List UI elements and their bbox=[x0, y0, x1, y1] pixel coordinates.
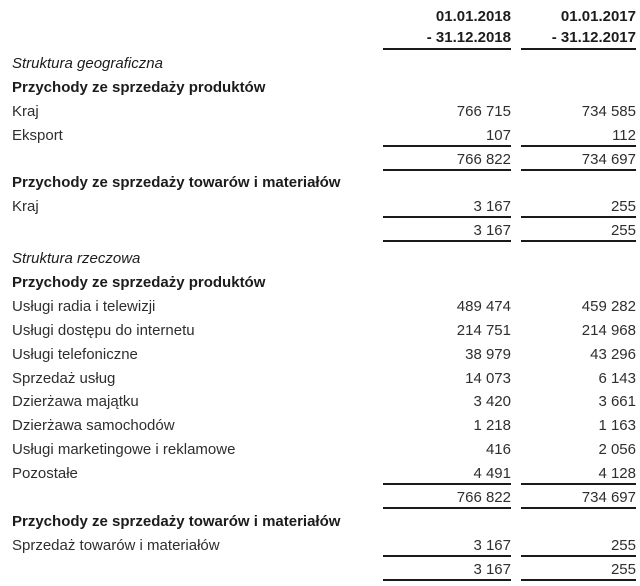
row-label: Pozostałe bbox=[12, 465, 78, 483]
row-value-2018 bbox=[383, 54, 511, 75]
table-row-total bbox=[12, 221, 636, 245]
table-row-section-bold bbox=[12, 173, 636, 197]
row-label bbox=[12, 150, 383, 151]
table-row-total bbox=[12, 488, 636, 512]
row-label: Przychody ze sprzedaży produktów bbox=[12, 78, 266, 96]
row-label: Przychody ze sprzedaży towarów i materiałów bbox=[12, 512, 341, 530]
table-row-section-bold bbox=[12, 512, 636, 536]
row-value-2018: 3 167 bbox=[383, 536, 511, 557]
row-value-2018: 214 751 bbox=[456, 321, 511, 339]
row-label: Sprzedaż towarów i materiałów bbox=[12, 536, 220, 554]
table-row-data bbox=[12, 416, 636, 440]
column-header-period-2018 bbox=[383, 0, 511, 50]
row-value-2017: 255 bbox=[521, 221, 636, 242]
row-label: Eksport bbox=[12, 126, 63, 144]
row-label: Kraj bbox=[12, 102, 39, 120]
table-row-data bbox=[12, 392, 636, 416]
row-value-2017: 734 697 bbox=[521, 488, 636, 509]
row-value-2018: 766 822 bbox=[383, 488, 511, 509]
row-value-2018: 38 979 bbox=[465, 345, 511, 363]
row-value-2017 bbox=[521, 273, 636, 294]
table-row-data bbox=[12, 126, 636, 150]
row-value-2018 bbox=[383, 512, 511, 533]
row-value-2018: 766 822 bbox=[383, 150, 511, 171]
row-value-2018: 489 474 bbox=[456, 297, 511, 315]
row-label: Dzierżawa samochodów bbox=[12, 417, 175, 435]
row-label: Usługi dostępu do internetu bbox=[12, 321, 195, 339]
row-label: Usługi radia i telewizji bbox=[12, 297, 156, 315]
row-value-2018: 416 bbox=[485, 441, 511, 459]
table-row-section-italic bbox=[12, 54, 636, 78]
row-value-2018: 14 073 bbox=[465, 369, 511, 387]
row-value-2017 bbox=[521, 173, 636, 194]
row-value-2017: 214 968 bbox=[581, 321, 636, 339]
table-row-data bbox=[12, 102, 636, 126]
table-row-data bbox=[12, 197, 636, 221]
row-value-2017: 734 585 bbox=[581, 102, 636, 120]
table-row-data bbox=[12, 464, 636, 488]
row-value-2018 bbox=[383, 173, 511, 194]
table-row-section-bold bbox=[12, 273, 636, 297]
table-row-data bbox=[12, 321, 636, 345]
row-value-2017: 255 bbox=[521, 536, 636, 557]
row-label bbox=[12, 560, 383, 561]
row-value-2018: 107 bbox=[383, 126, 511, 147]
period-2018-line2: - 31.12.2018 bbox=[426, 29, 511, 46]
table-row-total bbox=[12, 150, 636, 174]
row-value-2018: 3 167 bbox=[383, 197, 511, 218]
row-label: Przychody ze sprzedaży towarów i materiałów bbox=[12, 174, 341, 192]
row-value-2017 bbox=[521, 249, 636, 270]
row-label: Dzierżawa majątku bbox=[12, 393, 139, 411]
row-value-2018: 766 715 bbox=[456, 102, 511, 120]
row-value-2017: 255 bbox=[521, 560, 636, 581]
row-label: Przychody ze sprzedaży produktów bbox=[12, 274, 266, 292]
row-value-2017: 112 bbox=[521, 126, 636, 147]
period-2017-line1: 01.01.2017 bbox=[560, 8, 636, 25]
row-value-2018 bbox=[383, 273, 511, 294]
row-label: Usługi marketingowe i reklamowe bbox=[12, 441, 236, 459]
row-value-2017: 1 163 bbox=[598, 417, 636, 435]
table-header bbox=[12, 0, 636, 50]
period-2017-line2: - 31.12.2017 bbox=[551, 29, 636, 46]
row-label bbox=[12, 221, 383, 222]
row-value-2017: 459 282 bbox=[581, 297, 636, 315]
row-label: Struktura rzeczowa bbox=[12, 250, 141, 268]
row-value-2017: 2 056 bbox=[598, 441, 636, 459]
table-row-data bbox=[12, 297, 636, 321]
row-value-2018: 3 167 bbox=[383, 560, 511, 581]
row-label: Sprzedaż usług bbox=[12, 369, 116, 387]
row-value-2018: 1 218 bbox=[473, 417, 511, 435]
row-value-2017 bbox=[521, 54, 636, 75]
table-row-data bbox=[12, 440, 636, 464]
row-value-2017 bbox=[521, 512, 636, 533]
table-row-data bbox=[12, 536, 636, 560]
table-row-total bbox=[12, 560, 636, 584]
table-body bbox=[12, 54, 636, 584]
row-value-2017: 734 697 bbox=[521, 150, 636, 171]
period-2018-line1: 01.01.2018 bbox=[435, 8, 511, 25]
row-value-2018: 4 491 bbox=[383, 464, 511, 485]
row-label: Usługi telefoniczne bbox=[12, 345, 138, 363]
row-value-2018 bbox=[383, 249, 511, 270]
row-value-2017: 4 128 bbox=[521, 464, 636, 485]
row-label bbox=[12, 488, 383, 489]
row-label: Struktura geograficzna bbox=[12, 55, 163, 72]
table-row-data bbox=[12, 345, 636, 369]
row-value-2017 bbox=[521, 78, 636, 99]
table-row-section-bold bbox=[12, 78, 636, 102]
column-header-period-2017 bbox=[521, 0, 636, 50]
row-value-2017: 3 661 bbox=[598, 393, 636, 411]
row-label: Kraj bbox=[12, 198, 39, 216]
table-row-data bbox=[12, 369, 636, 393]
row-value-2017: 6 143 bbox=[598, 369, 636, 387]
row-value-2017: 255 bbox=[521, 197, 636, 218]
row-value-2017: 43 296 bbox=[590, 345, 636, 363]
row-value-2018 bbox=[383, 78, 511, 99]
row-value-2018: 3 167 bbox=[383, 221, 511, 242]
table-row-section-italic bbox=[12, 249, 636, 273]
row-value-2018: 3 420 bbox=[473, 393, 511, 411]
